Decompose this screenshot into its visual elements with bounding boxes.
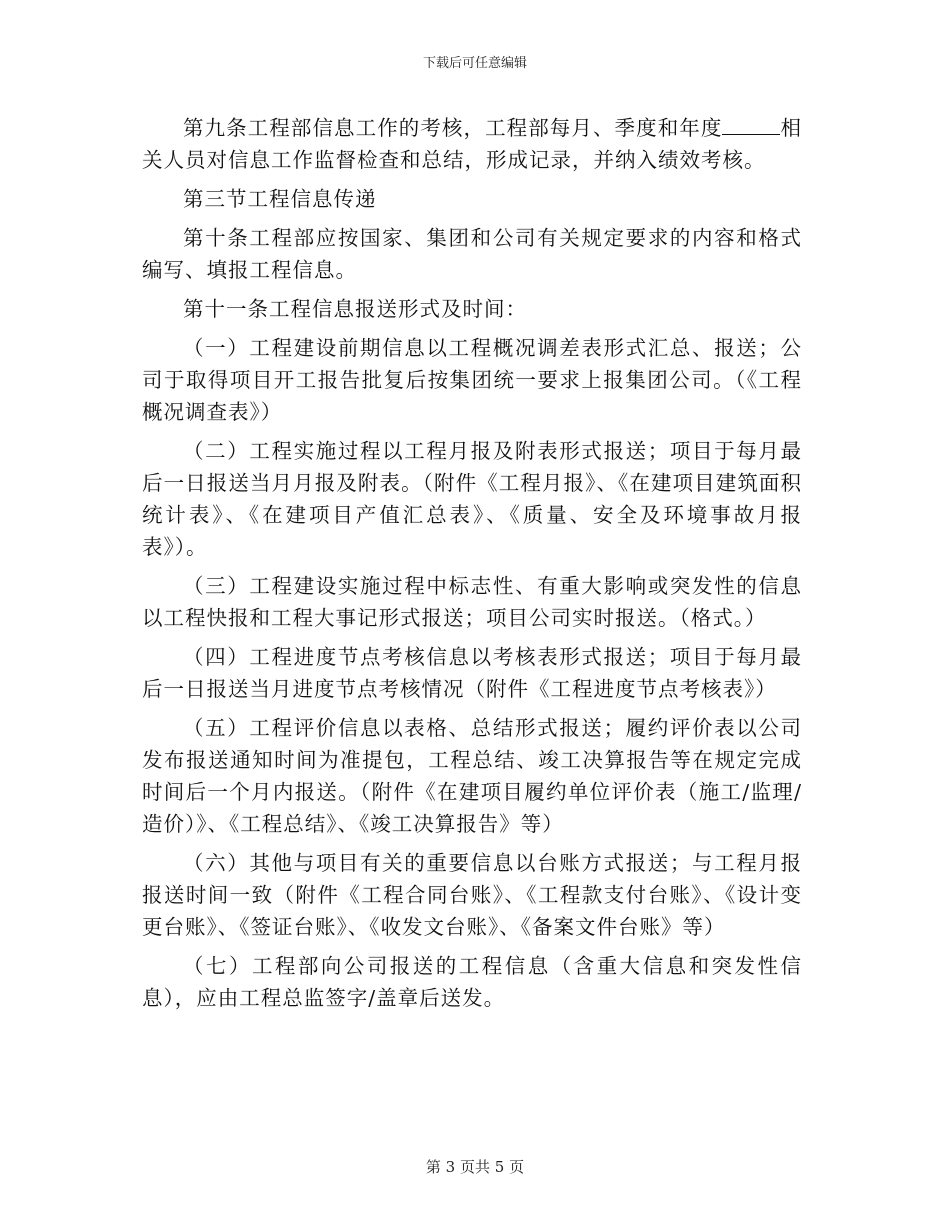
page-number-footer: 第 3 页共 5 页	[425, 1158, 525, 1176]
article-9-text-start: 第九条工程部信息工作的考核，工程部每月、季度和年度	[183, 116, 723, 140]
article-11-paragraph: 第十一条工程信息报送形式及时间：	[183, 297, 527, 321]
item-6-paragraph: （六）其他与项目有关的重要信息以台账方式报送；与工程月报报送时间一致（附件《工程合同台账》、《工程款支付台账》、《设计变更台账》、《签证台账》、《收发文台账》、《备案文件台账》等）	[142, 851, 802, 939]
fill-in-blank	[722, 114, 780, 135]
item-7-paragraph: （七）工程部向公司报送的工程信息（含重大信息和突发性信息），应由工程总监签字/盖章后送发。	[142, 954, 802, 1010]
article-9-paragraph	[142, 112, 802, 176]
article-9-text-end: 相关人员对信息工作监督检查和总结，形成记录，并纳入绩效考核。	[142, 116, 802, 172]
page-header: 下载后可任意编辑	[422, 56, 527, 71]
item-5-paragraph: （五）工程评价信息以表格、总结形式报送；履约评价表以公司发布报送通知时间为准提包，工程总结、竣工决算报告等在规定完成时间后一个月内报送。（附件《在建项目履约单位评价表（施工/监理/造价）》、《工程总结》、《竣工决算报告》等）	[142, 716, 802, 836]
article-10-paragraph: 第十条工程部应按国家、集团和公司有关规定要求的内容和格式编写、填报工程信息。	[142, 226, 802, 282]
item-4-paragraph: （四）工程进度节点考核信息以考核表形式报送；项目于每月最后一日报送当月进度节点考核情况（附件《工程进度节点考核表》）	[142, 645, 802, 701]
section-3-heading: 第三节工程信息传递	[183, 187, 377, 211]
item-2-paragraph: （二）工程实施过程以工程月报及附表形式报送；项目于每月最后一日报送当月月报及附表。（附件《工程月报》、《在建项目建筑面积统计表》、《在建项目产值汇总表》、《质量、安全及环境事故月报表》）。	[142, 439, 802, 559]
document-body	[142, 112, 802, 1021]
item-1-paragraph: （一）工程建设前期信息以工程概况调差表形式汇总、报送；公司于取得项目开工报告批复后按集团统一要求上报集团公司。（《工程概况调查表》）	[142, 336, 802, 424]
item-3-paragraph: （三）工程建设实施过程中标志性、有重大影响或突发性的信息以工程快报和工程大事记形式报送；项目公司实时报送。（格式。）	[142, 574, 802, 630]
